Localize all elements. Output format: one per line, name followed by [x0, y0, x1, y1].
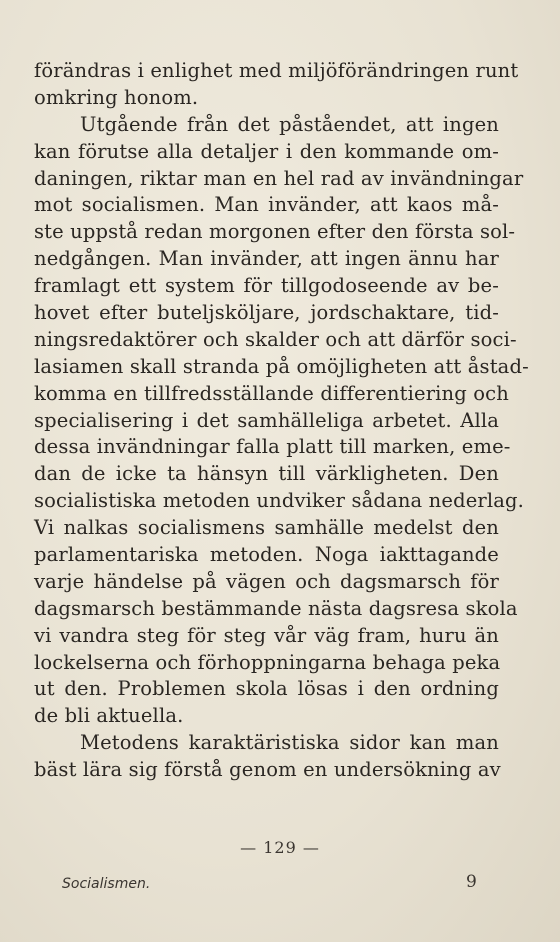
- text-line: parlamentariska metoden. Noga iakttagande: [34, 543, 499, 567]
- text-line: de bli aktuella.: [34, 704, 184, 728]
- text-line: framlagt ett system för tillgodoseende av be-: [34, 274, 499, 298]
- text-line: förändras i enlighet med miljöförändringen runt: [34, 59, 519, 82]
- text-line: ningsredaktörer och skalder och att därför soci-: [34, 327, 517, 351]
- text-line: mot socialismen. Man invänder, att kaos må-: [34, 193, 499, 217]
- text-line: dagsmarsch bestämmande nästa dagsresa skola: [34, 596, 518, 620]
- text-line: omkring honom.: [34, 85, 199, 109]
- text-line: lasiamen skall stranda på omöjligheten att åstad-: [34, 354, 529, 378]
- text-line: daningen, riktar man en hel rad av invändningar: [34, 166, 524, 190]
- text-line: nedgången. Man invänder, att ingen ännu har: [34, 247, 499, 271]
- text-line: hovet efter buteljsköljare, jordschaktare, tid-: [34, 301, 499, 325]
- text-line: dan de icke ta hänsyn till värkligheten. Den: [34, 462, 499, 486]
- text-line: Metodens karaktäristiska sidor kan man: [80, 731, 499, 755]
- signature-mark: Socialismen.: [62, 876, 151, 892]
- body-text: [34, 58, 529, 784]
- text-line: Utgående från det påståendet, att ingen: [80, 112, 499, 136]
- text-line: Vi nalkas socialismens samhälle medelst den: [34, 516, 499, 540]
- text-line: vi vandra steg för steg vår väg fram, huru än: [34, 623, 499, 647]
- text-line: kan förutse alla detaljer i den kommande om-: [34, 139, 499, 163]
- sheet-number: 9: [466, 872, 477, 892]
- text-line: specialisering i det samhälleliga arbetet. Alla: [34, 408, 499, 432]
- page-number: — 129 —: [240, 838, 320, 857]
- text-line: lockelserna och förhoppningarna behaga peka: [34, 650, 501, 674]
- text-line: varje händelse på vägen och dagsmarsch för: [34, 569, 499, 593]
- text-line: bäst lära sig förstå genom en undersökning av: [34, 758, 501, 782]
- text-line: dessa invändningar falla platt till marken, eme-: [34, 435, 511, 459]
- text-line: ut den. Problemen skola lösas i den ordning: [34, 677, 499, 701]
- text-line: ste uppstå redan morgonen efter den första sol-: [34, 220, 516, 244]
- text-line: socialistiska metoden undviker sådana nederlag.: [34, 489, 525, 513]
- text-line: komma en tillfredsställande differentiering och: [34, 381, 509, 405]
